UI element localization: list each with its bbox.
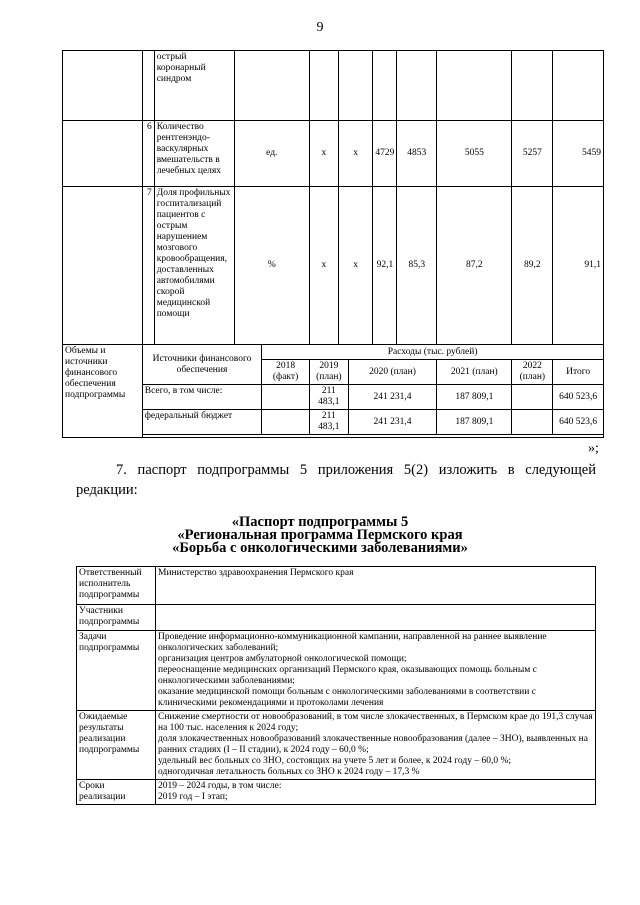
table-row: 7 Доля профильных госпитализаций пациентов с острым нарушением мозгового кровообращения, доставленных автомобилями скорой медицинской помощи % x x 92,1 85,3 87,2 89,2 91,1 — [63, 187, 604, 345]
table-row — [63, 51, 604, 121]
page-number: 9 — [316, 20, 324, 35]
passport-table — [76, 566, 596, 805]
passport-heading-line2: «Региональная программа Пермского края — [177, 527, 463, 543]
indicator-cell: Количество рентгенэндо-васкулярных вмешательств в лечебных целях — [154, 121, 234, 187]
finance-label: Объемы и источники финансового обеспечения подпрограммы — [63, 345, 143, 438]
table-row: Задачи подпрограммы Проведение информационно-коммуникационной кампании, направленной на раннее выявление онкологических заболеваний; организация центров амбулаторной онкологической помощи; переоснащение медицинских организаций Пермского края, оказывающих помощь больным с онкологическими заболеваниями; оказание медицинской помощи больным с онкологическими заболеваниями в соответствии с клиническими рекомендациями и протоколами лечения — [77, 631, 596, 711]
amendment-paragraph: 7. паспорт подпрограммы 5 приложения 5(2) изложить в следующей редакции: — [76, 462, 596, 498]
indicator-cell: острый коронарный синдром — [154, 51, 234, 121]
table-row — [63, 435, 604, 438]
table-row: Сроки реализации 2019 – 2024 годы, в том числе: 2019 год – I этап; — [77, 780, 596, 805]
passport-heading-line1: «Паспорт подпрограммы 5 — [231, 514, 409, 530]
indicator-cell: Доля профильных госпитализаций пациентов с острым нарушением мозгового кровообращения, доставленных автомобилями скорой медицинской помощи — [154, 187, 234, 345]
table-row: Участники подпрограммы — [77, 605, 596, 631]
indicators-finance-table — [62, 50, 604, 438]
table-row: федеральный бюджет 211 483,1 241 231,4 187 809,1 640 523,6 — [63, 410, 604, 435]
closing-quote: »; — [588, 441, 599, 456]
table-row: Ответственный исполнитель подпрограммы Министерство здравоохранения Пермского края — [77, 567, 596, 605]
table-row: Всего, в том числе: 211 483,1 241 231,4 187 809,1 640 523,6 — [63, 385, 604, 410]
table-row: Объемы и источники финансового обеспечения подпрограммы Источники финансового обеспечения Расходы (тыс. рублей) — [63, 345, 604, 360]
passport-heading-line3: «Борьба с онкологическими заболеваниями» — [172, 540, 468, 556]
table-row: Ожидаемые результаты реализации подпрограммы Снижение смертности от новообразований, в том числе злокачественных, в Пермском крае до 191,3 случая на 100 тыс. населения к 2024 году; доля злокачественных новообразований злокачественные новообразования (далее – ЗНО), выявленных на ранних стадиях (I – II стадии), к 2024 году – 60,0 %; удельный вес больных со ЗНО, состоящих на учете 5 лет и более, к 2024 году – 60,0 %; одногодичная летальность больных со ЗНО к 2024 году – 17,3 % — [77, 711, 596, 780]
table-row: 6 Количество рентгенэндо-васкулярных вмешательств в лечебных целях ед. x x 4729 4853 5055 5257 5459 — [63, 121, 604, 187]
table-row: 2018 (факт) 2019 (план) 2020 (план) 2021 (план) 2022 (план) Итого — [63, 360, 604, 385]
